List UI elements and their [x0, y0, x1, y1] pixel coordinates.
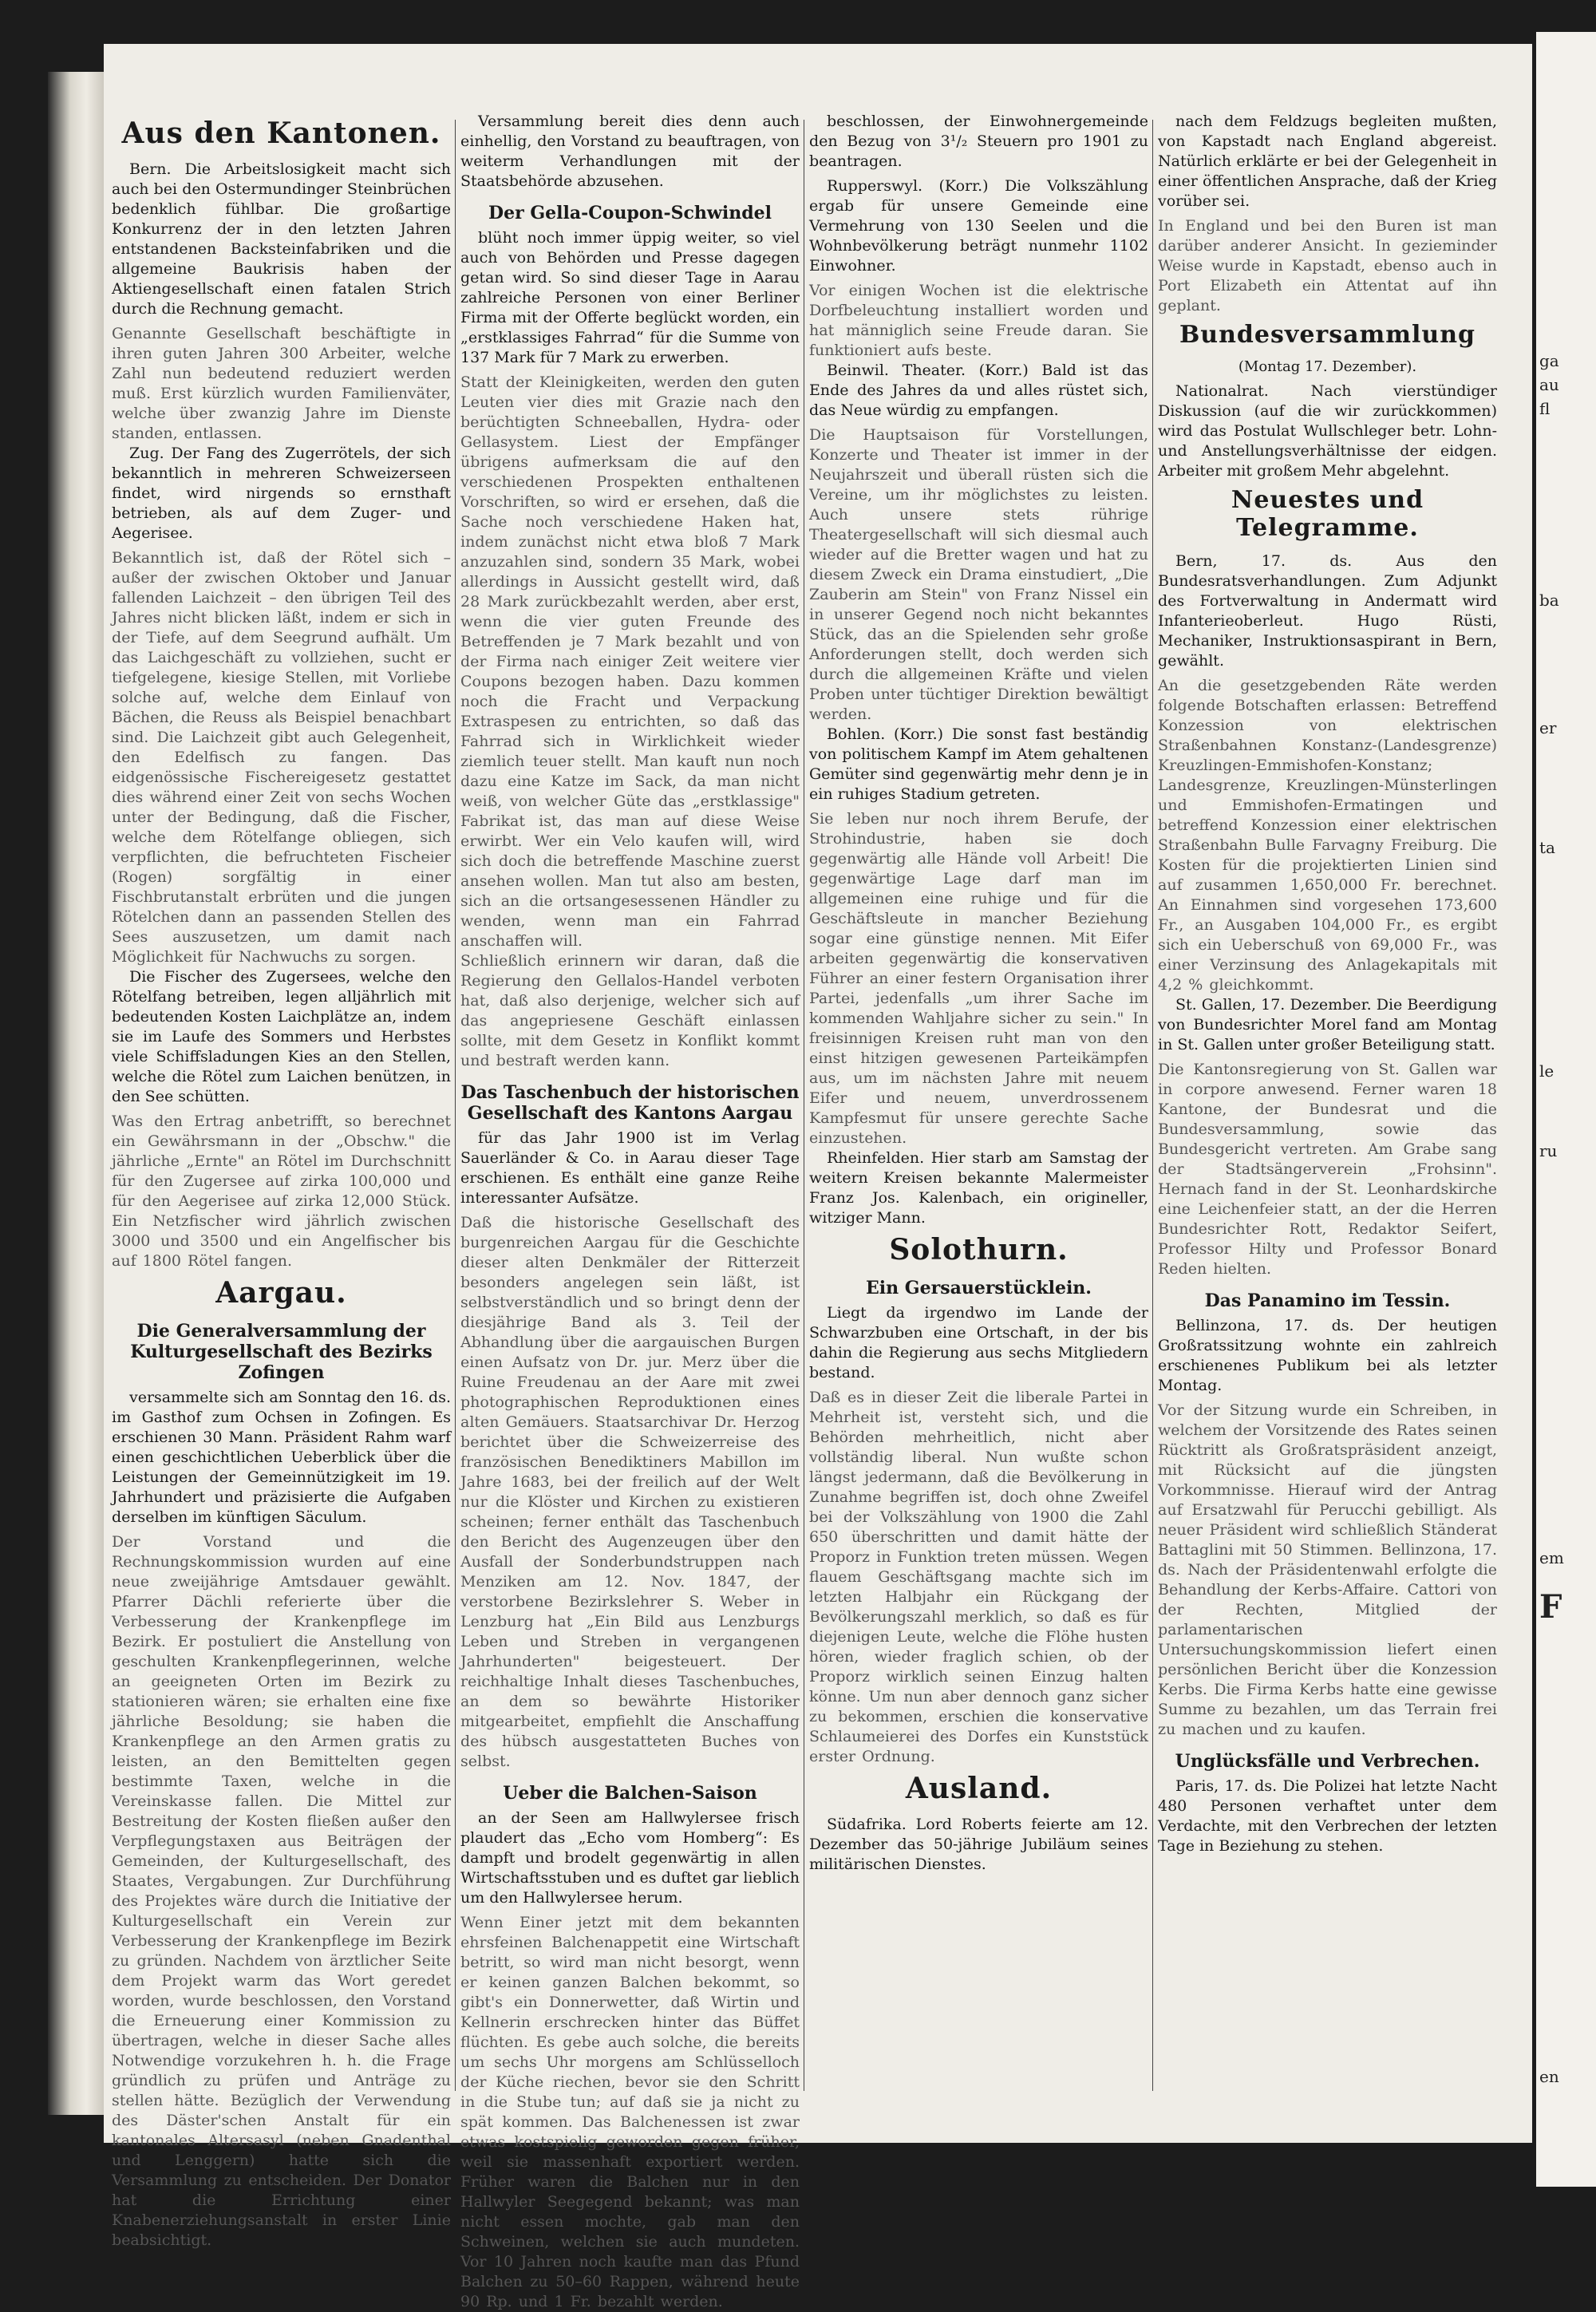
filler-text: Die Kantonsregierung von St. Gallen war in corpore anwesend. Ferner waren 18 Kantone, der Bundesrat und die Bundesversammlung, sowie das Bundesgericht vertreten. Am Grabe sang der Stadtsängerverein „Frohsinn". Hernach fand in der St. Leonhardskirche eine Leichenfeier statt, an der die Herren Bundesrichter Rott, Redaktor Seifert, Professor Hilty und Professor Bonard Reden hielten.: [1158, 1061, 1497, 1278]
article-nationalrat: Nationalrat. Nach vierstündiger Diskussion (auf die wir zurückkommen) wird das Postulat Wullschleger betr. Lohn- und Anstellungsverhältnisse der eidgen. Arbeiter mit großem Mehr abgelehnt.: [1158, 382, 1497, 480]
adjacent-page-fragment: [1536, 32, 1596, 2187]
filler-text: Der Vorstand und die Rechnungskommission wurden auf eine neue zweijährige Amtsdauer gewählt. Pfarrer Dächli referierte über die Verbesserung der Krankenpflege im Bezirk. Er postuliert die Anstellung von geschulten Krankenpflegerinnen, welche an geeigneten Orten im Bezirk zu stationieren wären; sie erhalten eine fixe jährliche Besoldung; sie haben die Krankenpflege an den Armen gratis zu leisten, an den Bemittelten gegen bestimmte Taxen, welche in die Vereinskasse fallen. Die Mittel zur Bestreitung der Kosten fließen außer den Verpflegungstaxen aus Beiträgen der Gemeinden, der Kulturgesellschaft, des Staates, Vergabungen. Zur Durchführung des Projektes wäre durch die Initiative der Kulturgesellschaft ein Verein zur Verbesserung der Krankenpflege im Bezirk zu gründen. Nachdem von ärztlicher Seite dem Projekt warm das Wort geredet worden, wurde beschlossen, den Vorstand die Erneuerung einer Kommission zu übertragen, welche in dieser Sache alles Notwendige vorzukehren h. h. die Frage gründlich zu prüfen und Anträge zu stellen hätte. Bezüglich der Verwendung des Däster'schen Anstalt für ein kantonales Altersasyl (neben Gnadenthal und Lenggern) hatte sich die Versammlung zu entscheiden. Der Donator hat die Errichtung einer Knabenerziehungsanstalt in erster Linie beabsichtigt.: [112, 1533, 451, 2249]
headline-panamino: Das Panamino im Tessin.: [1204, 1290, 1451, 1311]
filler-text: Genannte Gesellschaft beschäftigte in ihren guten Jahren 300 Arbeiter, welche Zahl nun bedeutend reduziert werden muß. Erst kürzlich wurden Familienväter, welche über zwanzig Jahre im Dienste standen, entlassen.: [112, 325, 451, 442]
date-note: (Montag 17. Dezember).: [1238, 358, 1417, 375]
filler-text: Daß die historische Gesellschaft des burgenreichen Aargau für die Geschichte dieser alten Denkmäler der Ritterzeit besonders angelegen sein läßt, ist selbstverständlich und so bringt denn der diesjährige Band als 3. Teil der Abhandlung über die aargauischen Burgen einen Aufsatz von Dr. jur. Merz über die Ruine Freudenau an der Aare mit zwei photographischen Reproduktionen eines alten Gemäuers. Staatsarchivar Dr. Herzog berichtet über die Schweizerreise des französischen Benediktiners Mabillon im Jahre 1683, bei der freilich auf der Welt nur die Klöster und Kirchen zu existieren scheinen; ferner enthält das Taschenbuch den Bericht des Augenzeugen über den Ausfall der Sonderbundstruppen nach Menziken am 12. Nov. 1847, der verstorbene Bezirkslehrer S. Weber in Lenzburg hat „Ein Bild aus Lenzburgs Leben und Streben in vergangenen Jahrhunderten" beigesteuert. Der reichhaltige Inhalt dieses Taschenbuches, an dem so bewährte Historiker mitgearbeitet, empfiehlt die Anschaffung des hübsch ausgestatteten Buches von selbst.: [460, 1214, 800, 1770]
article-gella-coupon: blüht noch immer üppig weiter, so viel auch von Behörden und Presse dagegen getan wird. So sind dieser Tage in Aarau zahlreiche Personen von einer Berliner Firma mit der Offerte beglückt worden, ein „erstklassiges Fahrrad“ für die Summe von 137 Mark für 7 Mark zu erwerben.: [460, 229, 800, 366]
filler-text: Wenn Einer jetzt mit dem bekannten ehrsfeinen Balchenappetit eine Wirtschaft betritt, so wird man nicht besorgt, wenn er keinen ganzen Balchen bekommt, so gibt's ein Donnerwetter, daß Wirtin und Kellnerin erschrecken hinter das Büffet flüchten. Es gebe auch solche, die bereits um sechs Uhr morgens am Schlüsselloch der Küche riechen, bevor sie den Schritt in die Stube tun; auf daß sie ja nicht zu spät kommen. Das Balchenessen ist zwar etwas kostspielig geworden gegen früher, weil sie massenhaft exportiert werden. Früher waren die Balchen nur in den Hallwyler Seegegend bekannt; was man nicht essen mochte, gab man den Schweinen, welchen sie auch mundeten. Vor 10 Jahren noch kaufte man das Pfund Balchen zu 50–60 Rappen, während heute 90 Rp. und 1 Fr. bezahlt werden.: [460, 1914, 800, 2310]
article-zug-fischer: Die Fischer des Zugersees, welche den Rötelfang betreiben, legen alljährlich mit bedeutenden Kosten Laichplätze an, indem sie im Laufe des Sommers und Herbstes viele Schiffsladungen Kies an den Stellen, welche die Rötel zum Laichen benützen, in den See schütten.: [112, 968, 451, 1105]
article-bern-bundesrat: Bern, 17. ds. Aus den Bundesratsverhandlungen. Zum Adjunkt des Fortverwaltung in Andermatt wird Infanterieoberleut. Hugo Rüsti, Mechaniker, Instruktionsaspirant in Bern, gewählt.: [1158, 552, 1497, 670]
article-beinwil-theater: Beinwil. Theater. (Korr.) Bald ist das Ende des Jahres da und alles rüstet sich, das Neue würdig zu empfangen.: [809, 362, 1148, 419]
book-spine: [48, 72, 112, 2115]
column-2: [460, 112, 800, 2310]
edge-fragment: em: [1539, 1548, 1564, 1567]
article-steuern: beschlossen, der Einwohnergemeinde den Bezug von 3¹/₂ Steuern pro 1901 zu beantragen.: [809, 113, 1148, 170]
section-title-solothurn: Solothurn.: [889, 1233, 1069, 1267]
edge-fragment: er: [1539, 718, 1557, 737]
article-generalversammlung: versammelte sich am Sonntag den 16. ds. im Gasthof zum Ochsen in Zofingen. Es erschienen 30 Mann. Präsident Rahm warf einen geschichtlichen Ueberblick über die Leistungen der Gemeinnützigkeit im 19. Jahrhundert und präzisierte die Aufgaben derselben im künftigen Säculum.: [112, 1389, 451, 1526]
headline-taschenbuch: Das Taschenbuch der historischen Gesellschaft des Kantons Aargau: [460, 1082, 800, 1124]
article-balchen-saison: an der Seen am Hallwylersee frisch plaudert das „Echo vom Homberg“: Es dampft und brodelt gegenwärtig in allen Wirtschaftsstuben und es duftet gar lieblich um den Hallwylersee herum.: [460, 1809, 800, 1907]
edge-fragment: fl: [1539, 399, 1551, 418]
edge-fragment: ta: [1539, 838, 1555, 857]
article-rupperswyl: Rupperswyl. (Korr.) Die Volkszählung ergab für unsere Gemeinde eine Vermehrung von 130 Seelen und die Wohnbevölkerung beträgt nunmehr 1102 Einwohner.: [809, 177, 1148, 275]
edge-fragment: le: [1539, 1061, 1555, 1081]
section-title-aus-den-kantonen: Aus den Kantonen.: [121, 117, 441, 150]
column-4: [1158, 112, 1497, 2107]
section-title-aargau: Aargau.: [215, 1276, 347, 1310]
column-rule: [455, 120, 456, 2091]
article-versammlung-cont: Versammlung bereit dies denn auch einhellig, den Vorstand zu beauftragen, von weiterm Verhandlungen mit der Staatsbehörde abzusehen.: [460, 113, 800, 190]
filler-text: Statt der Kleinigkeiten, werden den guten Leuten vier dies mit Grazie nach den berüchtigten Schneeballen, Hydra- oder Gellasystem. Liest der Empfänger übrigens aufmerksam die auf den verschiedenen Prospekten enthaltenen Vorschriften, so wird er ersehen, daß die Sache noch verschiedene Haken hat, indem zunächst nicht etwa bloß 7 Mark anzuzahlen sind, sondern 35 Mark, wobei allerdings in Aussicht gestellt wird, daß 28 Mark zurückbezahlt werden, aber erst, wenn die vier guten Freunde des Betreffenden je 7 Mark bezahlt und von der Firma nach einiger Zeit weitere vier Coupons bezogen haben. Dazu kommen noch die Fracht und Verpackung Extraspesen zu entrichten, so daß das Fahrrad sich in Wirklichkeit wieder ziemlich teuer stellt. Man kauft nun noch dazu eine Katze im Sack, da man nicht weiß, von welcher Güte das „erstklassige" Fabrikat ist, das man auf diese Weise erwirbt. Wer ein Velo kaufen will, wird sich doch die betreffende Maschine zuerst ansehen wollen. Man tut also am besten, sich an die ortsangesessenen Händler zu wenden, wenn man ein Fahrrad anschaffen will.: [460, 373, 800, 950]
edge-fragment: F: [1539, 1588, 1562, 1626]
column-rule: [1152, 120, 1153, 2091]
filler-text: Vor einigen Wochen ist die elektrische Dorfbeleuchtung installiert worden und hat männiglich seine Freude daran. Sie funktioniert aufs beste.: [809, 282, 1148, 359]
filler-text: Was den Ertrag anbetrifft, so berechnet ein Gewährsmann in der „Obschw." die jährliche „Ernte" an Rötel im Durchschnitt für den Zugersee auf zirka 100,000 und für den Aegerisee auf zirka 12,000 Stück. Ein Netzfischer wird jährlich zwischen 3000 und 3500 und ein Angelfischer bis auf 1800 Rötel fangen.: [112, 1113, 451, 1270]
edge-fragment: en: [1539, 2067, 1559, 2086]
column-3: [809, 112, 1148, 2107]
article-bern: Bern. Die Arbeitslosigkeit macht sich auch bei den Ostermundinger Steinbrüchen bedenklich fühlbar. Die großartige Konkurrenz der in den letzten Jahren entstandenen Backsteinfabriken und die allgemeine Baukrisis haben der Aktiengesellschaft einen fatalen Strich durch die Rechnung gemacht.: [112, 160, 451, 318]
article-suedafrika: Südafrika. Lord Roberts feierte am 12. Dezember das 50-jährige Jubiläum seines militärischen Dienstes.: [809, 1816, 1148, 1873]
edge-fragment: ru: [1539, 1141, 1558, 1160]
headline-unglueckfaelle: Unglücksfälle und Verbrechen.: [1175, 1751, 1480, 1772]
article-zug: Zug. Der Fang des Zugerrötels, der sich bekanntlich in mehreren Schweizerseen findet, wird nirgends so ernsthaft betrieben, als auf dem Zuger- und Aegerisee.: [112, 445, 451, 542]
filler-text: An die gesetzgebenden Räte werden folgende Botschaften erlassen: Betreffend Konzession von elektrischen Straßenbahnen Konstanz-(Landesgrenze) Kreuzlingen-Emmishofen-Konstanz; Landesgrenze, Kreuzlingen-Münsterlingen und Emmishofen-Ermatingen und betreffend Konzession einer elektrischen Straßenbahn Bulle Farvagny Freiburg. Die Kosten für die projektierten Linien sind auf zusammen 1,650,000 Fr. berechnet. An Einnahmen sind vorgesehen 173,600 Fr., an Ausgaben 104,000 Fr., es ergibt sich ein Ueberschuß von 69,000 Fr., was einer Verzinsung des Anlagekapitals mit 4,2 % gleichkommt.: [1158, 677, 1497, 994]
section-title-ausland: Ausland.: [905, 1772, 1053, 1805]
filler-text: Vor der Sitzung wurde ein Schreiben, in welchem der Vorsitzende des Rates seinen Rücktritt als Großratspräsident anzeigt, mit Rücksicht auf die jüngsten Vorkommnisse. Hierauf wird der Antrag auf Ersatzwahl für Perucchi gebilligt. Als neuer Präsident wird schließlich Ständerat Battaglini mit 50 Stimmen. Bellinzona, 17. ds. Nach der Präsidentenwahl erfolgte die Behandlung der Kerbs-Affaire. Cattori von der Rechten, Mitglied der parlamentarischen Untersuchungskommission liefert einen persönlichen Bericht über die Konzession Kerbs. Die Firma Kerbs hatte eine gewisse Summe zu bezahlen, um das Terrain frei zu machen und zu kaufen.: [1158, 1401, 1497, 1738]
filler-text: Bekanntlich ist, daß der Rötel sich – außer der zwischen Oktober und Januar fallenden Laichzeit – den übrigen Teil des Jahres nicht blicken läßt, indem er sich in der Tiefe, auf dem Seegrund aufhält. Um das Laichgeschäft zu vollziehen, sucht er tiefgelegene, kiesige Stellen, mit Vorliebe solche auf, welche dem Einlauf von Bächen, die Reuss als Beispiel benachbart sind. Die Laichzeit gibt auch Gelegenheit, den Edelfisch zu fangen. Das eidgenössische Fischereigesetz gestattet dies während einer Zeit von sechs Wochen unter der Bedingung, daß die Fischer, welche dem Rötelfange obliegen, sich verpflichten, die befruchteten Fischeier (Rogen) sorgfältig in einer Fischbrutanstalt erbrüten und die jungen Rötelchen dann an passenden Stellen des Sees auszusetzen, um damit nach Möglichkeit für Nachwuchs zu sorgen.: [112, 549, 451, 966]
filler-text: Sie leben nur noch ihrem Berufe, der Strohindustrie, haben sie doch gegenwärtig alle Hände voll Arbeit! Die gegenwärtige Lage darf man im allgemeinen eine ruhige und für die Geschäftsleute in mancher Beziehung sogar eine günstige nennen. Mit Eifer arbeiten gegenwärtig die konservativen Führer an einer festern Organisation ihrer Partei, jedenfalls „um ihrer Sache im kommenden Wahljahre sicher zu sein." In freisinnigen Kreisen ruht man von den einst hitzigen gewesenen Parteikämpfen aus, um im nächsten Jahre mit neuem Eifer und neuem, unverdrossenem Kampfesmut für unsere gerechte Sache einzustehen.: [809, 810, 1148, 1147]
article-rheinfelden: Rheinfelden. Hier starb am Samstag der weitern Kreisen bekannte Malermeister Franz Jos. Kalenbach, ein origineller, witziger Mann.: [809, 1149, 1148, 1227]
edge-fragment: ga: [1539, 351, 1559, 370]
edge-fragment: au: [1539, 375, 1559, 394]
filler-text: Die Hauptsaison für Vorstellungen, Konzerte und Theater ist immer in der Neujahrszeit und überall rüsten sich die Vereine, um ihr möglichstes zu leisten. Auch unsere stets rührige Theatergesellschaft will sich diesmal auch wieder auf die Bretter wagen und hat zu diesem Zweck ein Drama einstudiert, „Die Zauberin am Stein" von Franz Nissel ein in unserer Gegend noch nicht bekanntes Stück, das an die Spielenden sehr große Anforderungen stellt, doch werden sich durch die allgemeinen Kräfte und vielen Proben unter tüchtiger Direktion bewältigt werden.: [809, 426, 1148, 723]
headline-gersauerstuecklein: Ein Gersauerstücklein.: [866, 1278, 1092, 1298]
headline-gella-coupon: Der Gella-Coupon-Schwindel: [488, 203, 772, 223]
article-st-gallen: St. Gallen, 17. Dezember. Die Beerdigung von Bundesrichter Morel fand am Montag in St. Gallen unter großer Beteiligung statt.: [1158, 996, 1497, 1053]
section-title-neuestes: Neuestes und Telegramme.: [1231, 486, 1424, 542]
edge-fragment: ba: [1539, 591, 1559, 610]
article-paris: Paris, 17. ds. Die Polizei hat letzte Nacht 480 Personen verhaftet unter dem Verdachte, mit den Verbrechen der letzten Tage in Beziehung zu stehen.: [1158, 1777, 1497, 1855]
headline-balchen-saison: Ueber die Balchen-Saison: [503, 1783, 757, 1804]
section-title-bundesversammlung: Bundesversammlung: [1179, 321, 1476, 349]
column-1: [112, 112, 451, 2249]
filler-text: In England und bei den Buren ist man darüber anderer Ansicht. In gezieminder Weise wurde in Kapstadt, ebenso auch in Port Elizabeth ein Attentat auf ihn geplant.: [1158, 217, 1497, 314]
article-gersauerstuecklein: Liegt da irgendwo im Lande der Schwarzbuben eine Ortschaft, in der bis dahin die Regierung aus sechs Mitgliedern bestand.: [809, 1304, 1148, 1381]
article-bohlen: Bohlen. (Korr.) Die sonst fast beständig von politischem Kampf im Atem gehaltenen Gemüter sind gegenwärtig mehr denn je in ein ruhiges Stadium getreten.: [809, 725, 1148, 803]
headline-generalversammlung: Die Generalversammlung der Kulturgesellschaft des Bezirks Zofingen: [130, 1321, 433, 1383]
article-roberts-cont: nach dem Feldzugs begleiten mußten, von Kapstadt nach England abgereist. Natürlich erklärte er bei der Gelegenheit in einer öffentlichen Ansprache, daß der Krieg vorüber sei.: [1158, 113, 1497, 210]
article-bellinzona: Bellinzona, 17. ds. Der heutigen Großratssitzung wohnte ein zahlreich erschienenes Publikum bei als letzter Montag.: [1158, 1317, 1497, 1394]
article-taschenbuch: für das Jahr 1900 ist im Verlag Sauerländer & Co. in Aarau dieser Tage erschienen. Es enthält eine ganze Reihe interessanter Aufsätze.: [460, 1129, 800, 1207]
filler-text: Schließlich erinnern wir daran, daß die Regierung den Gellalos-Handel verboten hat, daß also derjenige, welcher sich auf das angepriesene Geschäft einlassen sollte, mit dem Gesetz in Konflikt kommt und bestraft werden kann.: [460, 952, 800, 1069]
filler-text: Daß es in dieser Zeit die liberale Partei in Mehrheit ist, versteht sich, und die Behörden mehrheitlich, nicht aber vollständig liberal. Nun wußte schon längst jedermann, daß die Bevölkerung in Zunahme begriffen ist, doch ohne Zweifel bei der Volkszählung von 1900 die Zahl 650 überschritten und damit hätte der Proporz in Funktion treten müssen. Wegen flauem Geschäftsgang machte sich im letzten Halbjahr ein Rückgang der Bevölkerungszahl merklich, so daß es für diejenigen Leute, welche die Flöhe husten hören, wieder fraglich schien, ob der Proporz wirklich seinen Einzug halten könne. Um nun aber dennoch ganz sicher zu bekommen, erschien die konservative Schlaumeierei des Dorfes ein Kunststück erster Ordnung.: [809, 1389, 1148, 1765]
